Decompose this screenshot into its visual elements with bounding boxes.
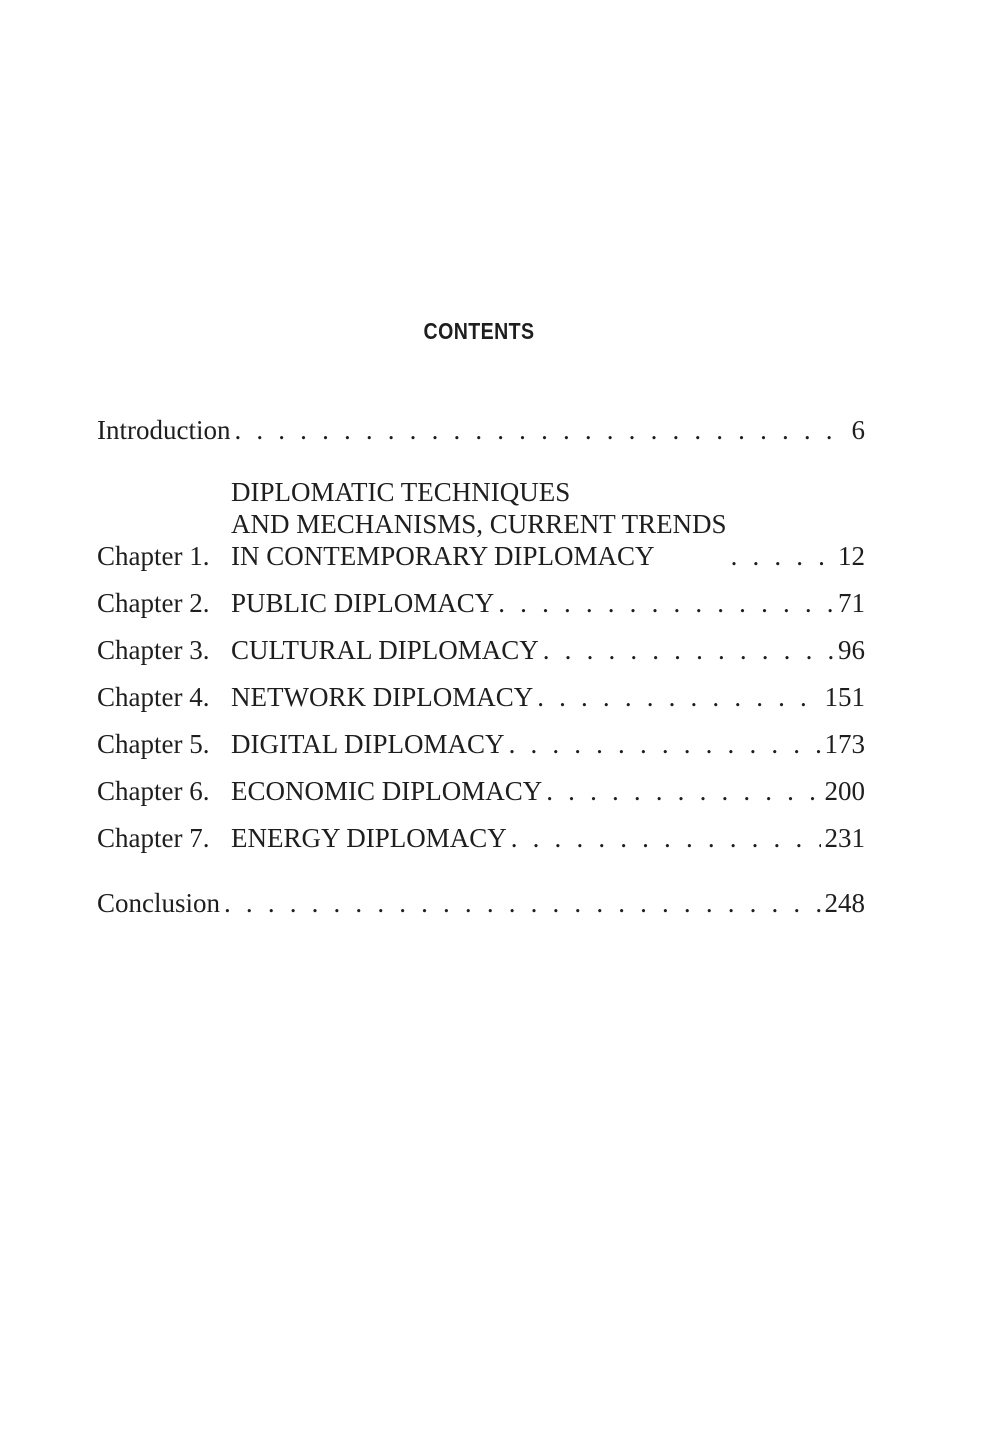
chapter-title: NETWORK DIPLOMACY: [231, 682, 534, 712]
chapter-title: DIGITAL DIPLOMACY: [231, 729, 505, 759]
chapter-title-line: DIPLOMATIC TECHNIQUES: [231, 477, 571, 507]
toc-entry-chapter-4[interactable]: [97, 681, 865, 713]
toc-entry-label: Introduction: [97, 415, 231, 445]
toc-entry-chapter-5[interactable]: [97, 728, 865, 760]
toc-page-number: 231: [824, 823, 865, 853]
dot-leader: [509, 728, 821, 760]
chapter-title: [231, 476, 727, 572]
toc-page-number: 151: [824, 682, 865, 712]
dot-leader: [731, 540, 834, 572]
toc-page-number: 248: [824, 888, 865, 918]
chapter-number: Chapter 5.: [97, 729, 210, 759]
chapter-number: Chapter 3.: [97, 635, 210, 665]
toc-page-number: 200: [824, 776, 865, 806]
chapter-number: Chapter 6.: [97, 776, 210, 806]
chapter-number: Chapter 1.: [97, 541, 210, 571]
chapter-title-line: IN CONTEMPORARY DIPLOMACY: [231, 541, 655, 571]
dot-leader: [511, 822, 821, 854]
chapter-title: PUBLIC DIPLOMACY: [231, 588, 495, 618]
dot-leader: [537, 681, 820, 713]
dot-leader: [543, 634, 834, 666]
table-of-contents: [97, 414, 865, 919]
toc-entry-chapter-6[interactable]: [97, 775, 865, 807]
toc-entry-introduction[interactable]: [97, 414, 865, 446]
toc-entry-label: Conclusion: [97, 888, 221, 918]
chapter-number: Chapter 7.: [97, 823, 210, 853]
chapter-title: ENERGY DIPLOMACY: [231, 823, 507, 853]
chapter-title-line: AND MECHANISMS, CURRENT TRENDS: [231, 509, 727, 539]
chapter-title: CULTURAL DIPLOMACY: [231, 635, 539, 665]
dot-leader: [498, 587, 834, 619]
toc-entry-chapter-7[interactable]: [97, 822, 865, 854]
chapter-title: ECONOMIC DIPLOMACY: [231, 776, 543, 806]
toc-page-number: 96: [838, 635, 865, 665]
toc-page-number: 71: [838, 588, 865, 618]
page-title: CONTENTS: [423, 318, 535, 344]
dot-leader: [224, 887, 820, 919]
toc-entry-chapter-2[interactable]: [97, 587, 865, 619]
toc-entry-conclusion[interactable]: [97, 887, 865, 919]
toc-page-number: 12: [838, 541, 865, 571]
chapter-number: Chapter 4.: [97, 682, 210, 712]
toc-entry-chapter-3[interactable]: [97, 634, 865, 666]
dot-leader: [234, 414, 847, 446]
toc-page-number: 6: [851, 415, 865, 445]
dot-leader: [546, 775, 820, 807]
chapter-number: Chapter 2.: [97, 588, 210, 618]
toc-page-number: 173: [824, 729, 865, 759]
toc-entry-chapter-1[interactable]: [97, 476, 865, 572]
